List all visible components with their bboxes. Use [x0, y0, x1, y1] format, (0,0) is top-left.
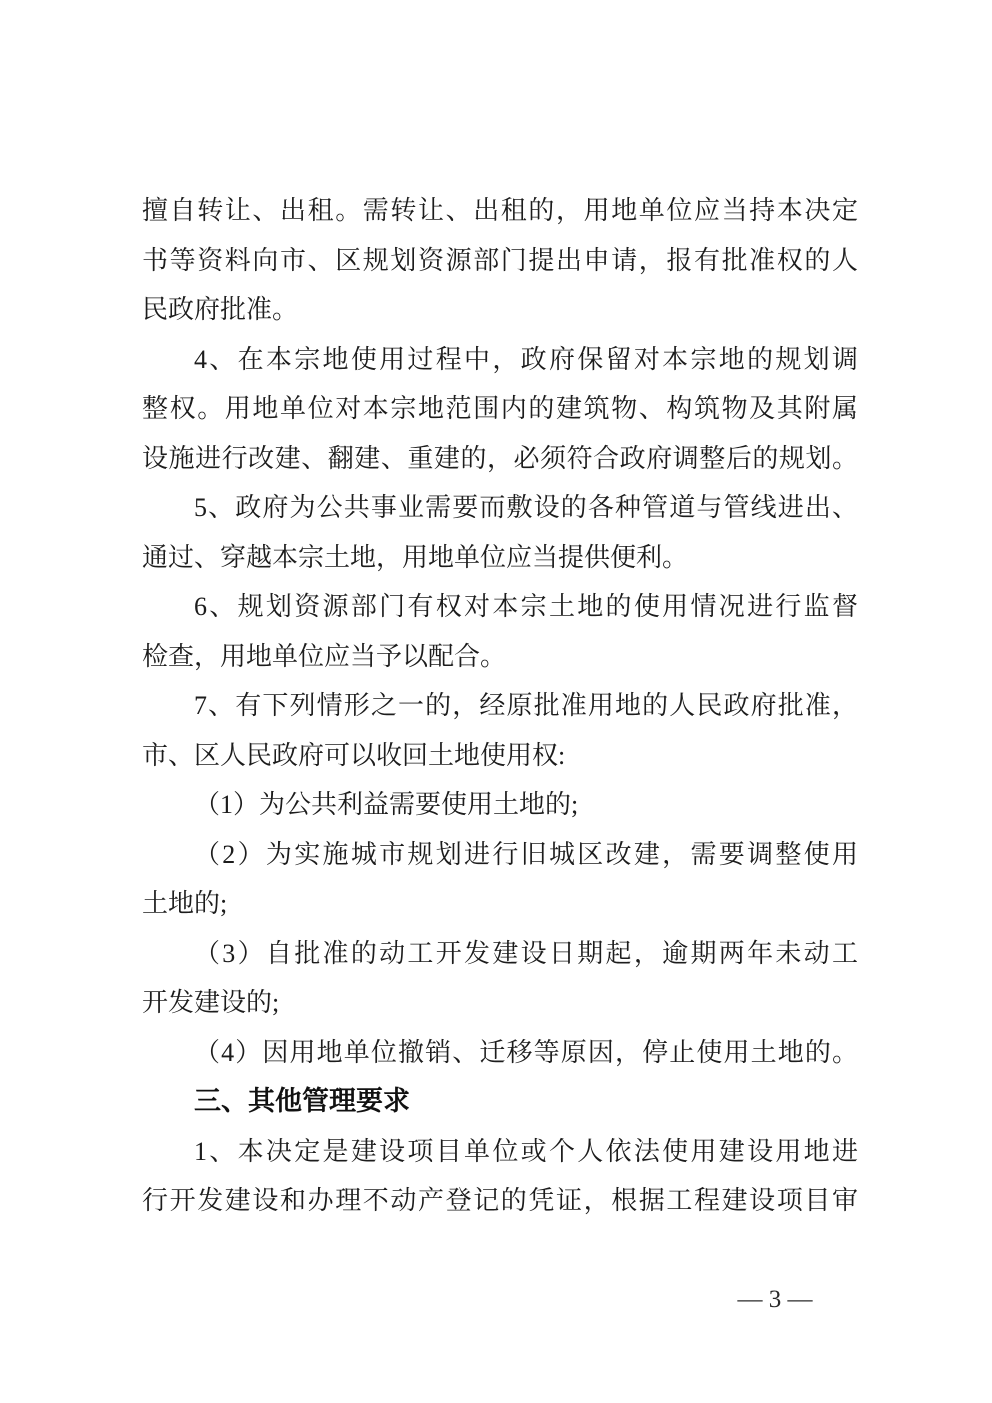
document-line: 市、区人民政府可以收回土地使用权: [142, 740, 566, 770]
document-line: （4）因用地单位撤销、迁移等原因，停止使用土地的。 [194, 1037, 858, 1067]
document-line: 土地的; [142, 889, 228, 918]
document-line: 民政府批准。 [142, 295, 299, 324]
section-heading: 三、其他管理要求 [194, 1086, 410, 1116]
document-line: 书等资料向市、区规划资源部门提出申请，报有批准权的人 [142, 245, 858, 275]
document-line: 6、规划资源部门有权对本宗土地的使用情况进行监督 [194, 592, 858, 621]
document-line: 通过、穿越本宗土地，用地单位应当提供便利。 [142, 542, 689, 572]
document-line: 设施进行改建、翻建、重建的，必须符合政府调整后的规划。 [142, 443, 858, 473]
document-line: （2）为实施城市规划进行旧城区改建，需要调整使用 [194, 839, 858, 869]
document-line: （3）自批准的动工开发建设日期起，逾期两年未动工 [194, 938, 858, 968]
document-line: 5、政府为公共事业需要而敷设的各种管道与管线进出、 [194, 493, 858, 522]
document-line: 1、本决定是建设项目单位或个人依法使用建设用地进 [194, 1136, 858, 1166]
document-line: （1）为公共利益需要使用土地的; [194, 790, 579, 819]
document-body [142, 186, 858, 1226]
document-line: 整权。用地单位对本宗地范围内的建筑物、构筑物及其附属 [142, 394, 858, 423]
document-line: 开发建设的; [142, 988, 280, 1017]
page-number: — 3 — [737, 1286, 813, 1313]
document-line: 检查，用地单位应当予以配合。 [142, 641, 507, 671]
document-line: 行开发建设和办理不动产登记的凭证，根据工程建设项目审 [142, 1186, 858, 1215]
document-line: 4、在本宗地使用过程中，政府保留对本宗地的规划调 [194, 344, 858, 374]
document-line: 擅自转让、出租。需转让、出租的，用地单位应当持本决定 [142, 196, 858, 225]
document-line: 7、有下列情形之一的，经原批准用地的人民政府批准， [194, 691, 858, 720]
